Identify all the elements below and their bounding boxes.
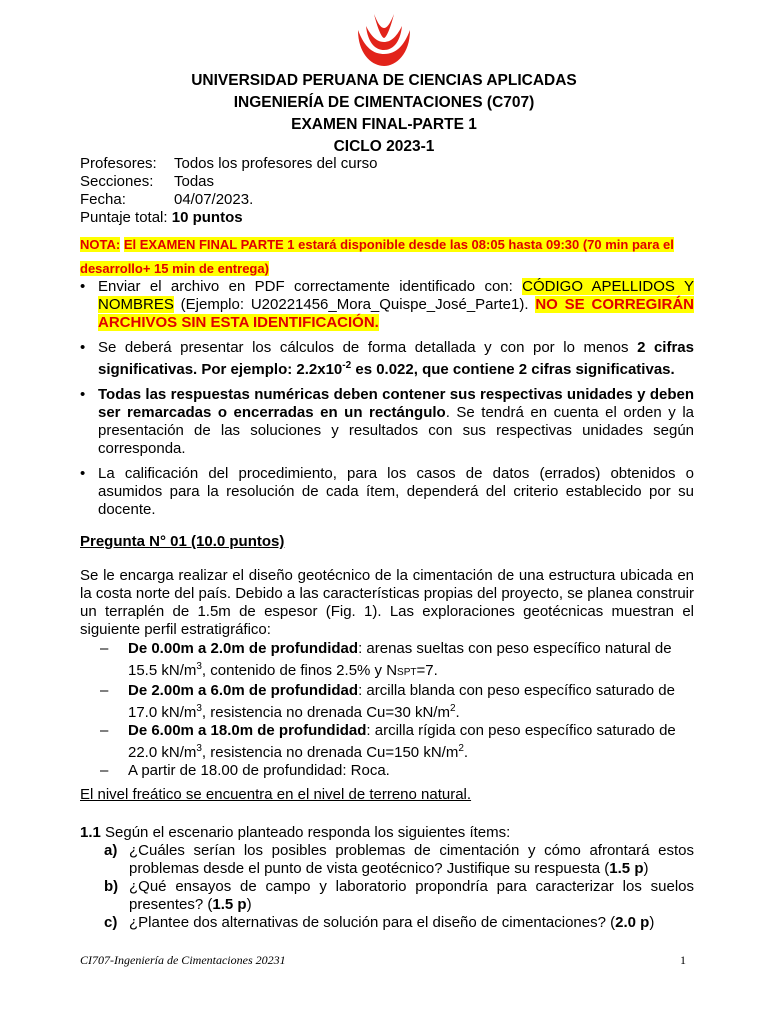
- cycle: CICLO 2023-1: [333, 138, 435, 155]
- item-number: 1.1: [80, 824, 101, 841]
- item-text: ¿Plantee dos alternativas de solución para el diseño de cimentaciones? (: [129, 914, 616, 931]
- instruction-bold: es 0.022, que contiene 2 cifras significativas.: [351, 361, 675, 378]
- upc-logo-icon: [352, 10, 416, 68]
- item-text: ¿Qué ensayos de campo y laboratorio propondría para caracterizar los suelos presentes? (: [129, 878, 694, 913]
- nota-banner: [80, 233, 692, 281]
- layer-depth: De 0.00m a 2.0m de profundidad: [128, 640, 359, 657]
- exam-meta: [80, 155, 377, 227]
- list-item: [104, 842, 694, 878]
- item-text: ): [643, 860, 649, 877]
- item-heading: [80, 824, 694, 842]
- item-text: ): [649, 914, 655, 931]
- instruction-bold: Todas las respuestas numéricas deben contener sus respectivas unidades y deben ser remarcadas o encerradas en un rectángulo: [98, 386, 694, 421]
- layer-text: , contenido de finos 2.5% y N: [201, 662, 398, 679]
- item-text: Según el escenario planteado responda los siguientes ítems:: [100, 824, 511, 841]
- list-item: [100, 762, 694, 780]
- layer-depth: De 6.00m a 18.0m de profundidad: [128, 722, 367, 739]
- footer-course: CI707-Ingeniería de Cimentaciones 20231: [80, 953, 286, 967]
- superscript: 3: [196, 743, 202, 754]
- exam-header: [80, 70, 688, 158]
- bullet-icon: •: [80, 465, 86, 482]
- list-item: [100, 640, 694, 682]
- layer-text: .: [463, 744, 469, 761]
- instruction-text: Se deberá presentar los cálculos de forma detallada y con por lo menos: [98, 339, 638, 356]
- layer-text: .: [455, 704, 460, 721]
- list-item: [80, 465, 694, 519]
- dash-icon: –: [100, 762, 109, 779]
- instruction-text: La calificación del procedimiento, para los casos de datos (errados) obtenidos o asumidos para la resolución de cada ítem, dependerá del criterio establecido por su docente.: [98, 465, 694, 518]
- exam-name: EXAMEN FINAL-PARTE 1: [291, 116, 477, 133]
- layer-text: : arcilla rígida con peso específico saturado de 22.0 kN/m: [128, 722, 676, 761]
- superscript: 3: [196, 703, 202, 714]
- meta-label: Profesores:: [80, 155, 157, 172]
- instruction-text: (Ejemplo: U20221456_Mora_Quispe_José_Parte1).: [173, 296, 536, 313]
- nota-text: El EXAMEN FINAL PARTE 1 estará disponible desde las 08:05 hasta 09:30 (70 min para el desarrollo+ 15 min de entrega): [80, 237, 674, 276]
- superscript: 2: [458, 743, 464, 754]
- meta-value: 10 puntos: [171, 209, 243, 226]
- bullet-icon: •: [80, 386, 86, 403]
- layer-text: =7.: [416, 662, 438, 679]
- layer-text: : arenas sueltas con peso específico natural de 15.5 kN/m: [128, 640, 672, 679]
- page-number: 1: [680, 953, 686, 967]
- meta-value: Todos los profesores del curso: [174, 155, 378, 172]
- item-points: 2.0 p: [615, 914, 650, 931]
- layer-text: A partir de 18.00 de profundidad: Roca.: [128, 762, 390, 779]
- list-item: [80, 339, 694, 379]
- item-points: 1.5 p: [609, 860, 644, 877]
- superscript: 2: [449, 703, 456, 714]
- list-item: [104, 914, 694, 932]
- item-letter: b): [104, 878, 119, 895]
- instruction-text: Enviar el archivo en PDF correctamente identificado con:: [98, 278, 523, 295]
- meta-label: Puntaje total:: [80, 209, 168, 226]
- meta-value: 04/07/2023.: [174, 191, 254, 208]
- instruction-bold: 2 cifras significativas. Por ejemplo: 2.2x10: [98, 339, 694, 378]
- item-letter: c): [104, 914, 118, 931]
- question-title: Pregunta N° 01 (10.0 puntos): [80, 533, 285, 550]
- item-text: ): [246, 896, 252, 913]
- layer-text: , resistencia no drenada Cu=30 kN/m: [201, 704, 450, 721]
- university-name: UNIVERSIDAD PERUANA DE CIENCIAS APLICADAS: [191, 72, 577, 89]
- instructions-list: [80, 278, 694, 526]
- question-intro: Se le encarga realizar el diseño geotécnico de la cimentación de una estructura ubicada en la costa norte del país. Debido a las características propias del proyecto, se planea construir un terraplén de 1.5m de espesor (Fig. 1). Las exploraciones geotécnicas muestran el siguiente perfil estratigráfico:: [80, 567, 694, 638]
- dash-icon: –: [100, 640, 109, 657]
- soil-profile-list: [100, 640, 694, 780]
- bullet-icon: •: [80, 278, 86, 295]
- item-text: ¿Cuáles serían los posibles problemas de cimentación y cómo afrontará estos problemas desde el punto de vista geotécnico? Justifique su respuesta (: [129, 842, 694, 877]
- list-item: [100, 722, 694, 762]
- dash-icon: –: [100, 722, 109, 739]
- highlight-text: CÓDIGO APELLIDOS Y NOMBRES: [98, 278, 694, 313]
- item-letter: a): [104, 842, 118, 859]
- superscript: 3: [196, 661, 202, 672]
- warning-text: NO SE CORREGIRÁN ARCHIVOS SIN ESTA IDENTIFICACIÓN.: [98, 296, 694, 331]
- meta-label: Secciones:: [80, 173, 154, 190]
- list-item: [80, 386, 694, 458]
- instruction-text: . Se tendrá en cuenta el orden y la presentación de las soluciones y resultados con sus respectivas unidades según corresponda.: [98, 404, 694, 457]
- list-item: [100, 682, 694, 722]
- meta-label: Fecha:: [80, 191, 126, 208]
- question-items: [80, 824, 694, 932]
- dash-icon: –: [100, 682, 109, 699]
- list-item: [80, 278, 694, 332]
- meta-value: Todas: [174, 173, 215, 190]
- nota-label: NOTA:: [80, 237, 121, 252]
- course-name: INGENIERÍA DE CIMENTACIONES (C707): [233, 94, 535, 111]
- list-item: [104, 878, 694, 914]
- layer-text: : arcilla blanda con peso específico saturado de 17.0 kN/m: [128, 682, 675, 721]
- subscript: SPT: [397, 667, 417, 678]
- superscript: -2: [342, 360, 352, 371]
- page-footer: [80, 953, 686, 968]
- layer-depth: De 2.00m a 6.0m de profundidad: [128, 682, 359, 699]
- item-points: 1.5 p: [212, 896, 247, 913]
- water-table-note: El nivel freático se encuentra en el nivel de terreno natural.: [80, 786, 472, 803]
- bullet-icon: •: [80, 339, 86, 356]
- layer-text: , resistencia no drenada Cu=150 kN/m: [201, 744, 459, 761]
